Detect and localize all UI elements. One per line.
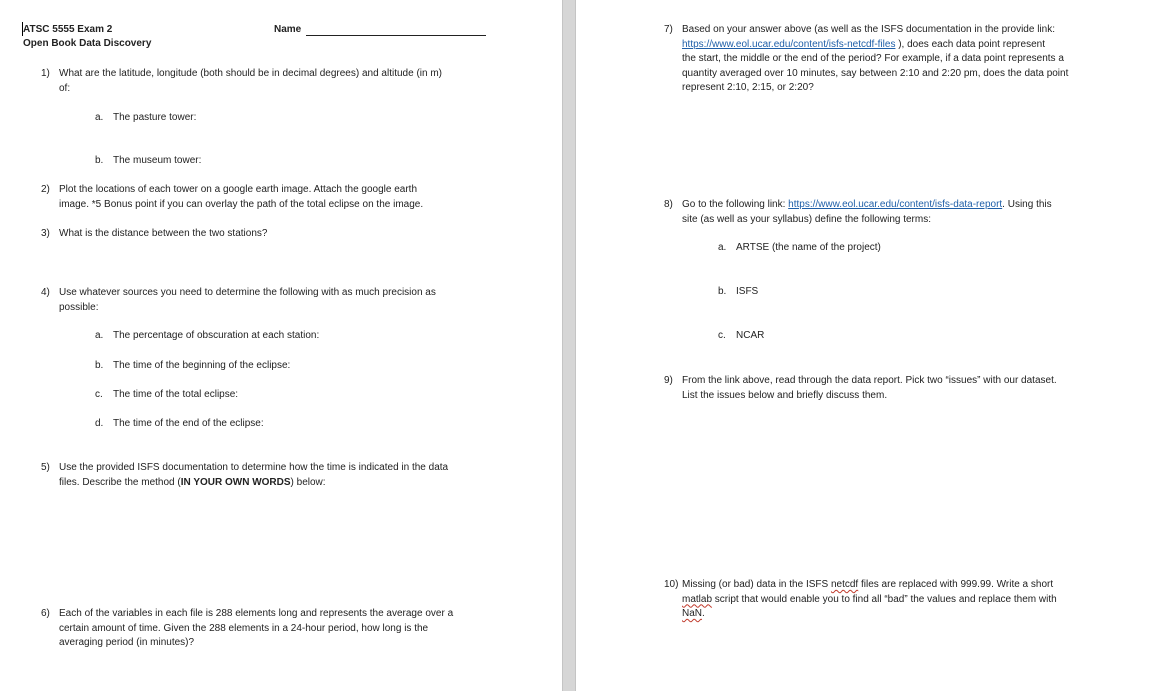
spellcheck-flagged-word[interactable]: NaN bbox=[682, 608, 703, 619]
question-text-line: Based on your answer above (as well as the ISFS documentation in the provide link: bbox=[682, 24, 1055, 35]
question-number: 8) bbox=[664, 199, 673, 210]
text-run: ), does each data point represent bbox=[895, 38, 1045, 50]
question-text-line: the start, the middle or the end of the period? For example, if a data point represents a bbox=[682, 53, 1064, 64]
course-title: ATSC 5555 Exam 2 bbox=[23, 24, 113, 35]
question-text-line: of: bbox=[59, 82, 71, 94]
question-number: 5) bbox=[41, 462, 50, 473]
subquestion-label: a. bbox=[718, 242, 727, 253]
text-run: script that would enable you to find all “bad” the values and replace them with bbox=[712, 593, 1057, 605]
question-number: 7) bbox=[664, 24, 673, 35]
question-text-line: image. *5 Bonus point if you can overlay the path of the total eclipse on the image. bbox=[59, 198, 424, 210]
spellcheck-flagged-word[interactable]: netcdf bbox=[830, 579, 859, 590]
exam-subtitle: Open Book Data Discovery bbox=[23, 38, 152, 49]
document-page-right[interactable] bbox=[576, 0, 1156, 691]
question-number: 9) bbox=[664, 375, 673, 386]
question-text-line bbox=[682, 38, 1068, 53]
isfs-data-report-link[interactable]: https://www.eol.ucar.edu/content/isfs-data-report bbox=[788, 199, 1003, 210]
subquestion-label: a. bbox=[95, 330, 104, 341]
question-text-line: Use the provided ISFS documentation to determine how the time is indicated in the data bbox=[59, 462, 449, 473]
subquestion-label: c. bbox=[95, 389, 103, 400]
question-text-line bbox=[682, 607, 1057, 622]
question-number: 4) bbox=[41, 287, 50, 298]
question-text-line: Each of the variables in each file is 288 elements long and represents the average over a bbox=[59, 608, 454, 619]
subquestion-text: The time of the beginning of the eclipse: bbox=[113, 360, 291, 371]
subquestion-text: ISFS bbox=[736, 286, 759, 297]
subquestion-text: The percentage of obscuration at each station: bbox=[113, 330, 320, 341]
page-gutter bbox=[562, 0, 576, 691]
question-text-line bbox=[682, 198, 1052, 213]
question-text-line bbox=[682, 578, 1057, 593]
question-text-line: represent 2:10, 2:15, or 2:20? bbox=[682, 82, 814, 93]
subquestion-label: b. bbox=[95, 360, 104, 371]
name-blank-line[interactable] bbox=[306, 35, 486, 36]
question-text-line: averaging period (in minutes)? bbox=[59, 637, 195, 648]
subquestion-text: The time of the total eclipse: bbox=[113, 389, 239, 400]
document-page-left[interactable] bbox=[0, 0, 562, 691]
question-text-line: certain amount of time. Given the 288 elements in a 24-hour period, how long is the bbox=[59, 622, 429, 634]
subquestion-text: ARTSE (the name of the project) bbox=[736, 242, 881, 253]
question-text-line: What is the distance between the two stations? bbox=[59, 228, 268, 239]
text-run: ) below: bbox=[290, 476, 326, 488]
question-number: 10) bbox=[664, 579, 679, 590]
text-run: . Using this bbox=[1002, 199, 1052, 210]
question-text-line: Plot the locations of each tower on a google earth image. Attach the google earth bbox=[59, 184, 418, 195]
question-text-line: What are the latitude, longitude (both should be in decimal degrees) and altitude (in m) bbox=[59, 68, 443, 79]
question-text-line bbox=[59, 476, 448, 491]
text-run: Missing (or bad) data in the ISFS bbox=[682, 579, 831, 590]
question-text-line: quantity averaged over 10 minutes, say between 2:10 and 2:20 pm, does the data point bbox=[682, 67, 1069, 79]
spellcheck-flagged-word[interactable]: matlab bbox=[682, 593, 713, 605]
text-run: . bbox=[702, 608, 705, 619]
subquestion-label: d. bbox=[95, 418, 104, 429]
text-run: files. Describe the method ( bbox=[59, 476, 181, 488]
text-run: files are replaced with 999.99. Write a short bbox=[858, 579, 1054, 590]
question-text-line: List the issues below and briefly discuss them. bbox=[682, 389, 888, 401]
question-number: 3) bbox=[41, 228, 50, 239]
subquestion-label: c. bbox=[718, 330, 726, 341]
question-text-line: possible: bbox=[59, 301, 99, 313]
subquestion-label: a. bbox=[95, 112, 104, 123]
question-text-line: Use whatever sources you need to determine the following with as much precision as bbox=[59, 287, 436, 298]
question-text-line: From the link above, read through the data report. Pick two “issues” with our dataset. bbox=[682, 375, 1057, 386]
subquestion-text: The pasture tower: bbox=[113, 112, 197, 123]
subquestion-text: The museum tower: bbox=[113, 155, 202, 166]
question-number: 1) bbox=[41, 68, 50, 79]
subquestion-label: b. bbox=[95, 155, 104, 166]
subquestion-text: NCAR bbox=[736, 330, 765, 341]
isfs-netcdf-files-link[interactable]: https://www.eol.ucar.edu/content/isfs-netcdf-files bbox=[682, 38, 896, 50]
name-label: Name bbox=[274, 24, 302, 35]
question-number: 2) bbox=[41, 184, 50, 195]
question-text-line: site (as well as your syllabus) define the following terms: bbox=[682, 213, 931, 225]
question-text-line bbox=[682, 593, 1057, 608]
subquestion-label: b. bbox=[718, 286, 727, 297]
text-run: Go to the following link: bbox=[682, 199, 789, 210]
bold-emphasis: IN YOUR OWN WORDS bbox=[180, 476, 291, 488]
subquestion-text: The time of the end of the eclipse: bbox=[113, 418, 264, 429]
question-number: 6) bbox=[41, 608, 50, 619]
